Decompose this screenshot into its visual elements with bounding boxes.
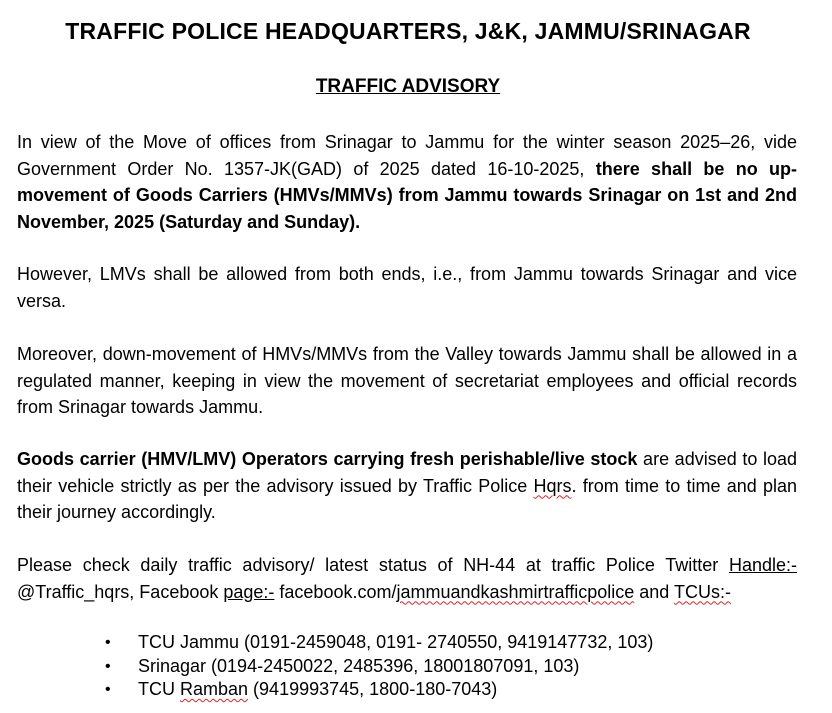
- list-item-text: [138, 678, 497, 702]
- list-item: [105, 631, 653, 655]
- paragraph-text: Please check daily traffic advisory/ latest status of NH-44 at traffic Police Twitter: [17, 555, 729, 575]
- paragraph-text: and: [634, 581, 674, 602]
- twitter-handle-label: Handle:-: [728, 555, 797, 575]
- tcu-contact-list: [105, 631, 653, 702]
- paragraph-text: facebook.com/: [274, 581, 397, 602]
- paragraph-text: @Traffic_hqrs, Facebook: [17, 581, 224, 602]
- paragraph-goods-carrier: [17, 446, 797, 526]
- paragraph-lmv-allowed: However, LMVs shall be allowed from both ends, i.e., from Jammu towards Srinagar and vice versa.: [17, 264, 797, 311]
- hqrs-word: Hqrs: [533, 475, 572, 496]
- ramban-word: Ramban: [180, 679, 249, 699]
- paragraph-move-of-offices: [17, 129, 797, 235]
- list-item-text: Srinagar (0194-2450022, 2485396, 18001807091, 103): [138, 655, 580, 676]
- bullet-icon: •: [105, 634, 111, 651]
- document-heading: TRAFFIC POLICE HEADQUARTERS, J&K, JAMMU/SRINAGAR: [65, 18, 751, 44]
- tcus-label: TCUs:-: [673, 581, 731, 602]
- paragraph-text: In view of the Move of offices from Srinagar to Jammu for the winter season 2025–26, vide Government Order No. 1357-JK(GAD) of 2025 dated 16-10-2025,: [17, 132, 797, 179]
- list-item: [105, 678, 653, 702]
- bullet-icon: •: [105, 681, 111, 698]
- facebook-handle: jammuandkashmirtrafficpolice: [396, 581, 635, 602]
- paragraph-bold-text: Goods carrier (HMV/LMV) Operators carrying fresh perishable/live stock: [17, 449, 638, 469]
- paragraph-bold-text: there shall be no up-movement of Goods Carriers (HMVs/MMVs) from Jammu towards Srinagar on 1st and 2nd November, 2025 (Saturday and Sunday).: [17, 158, 797, 232]
- list-item-text: TCU Jammu (0191-2459048, 0191- 2740550, 9419147732, 103): [138, 632, 654, 652]
- list-item: [105, 655, 653, 679]
- document-subheading: TRAFFIC ADVISORY: [315, 76, 501, 97]
- paragraph-down-movement: Moreover, down-movement of HMVs/MMVs from the Valley towards Jammu shall be allowed in a regulated manner, keeping in view the movement of secretariat employees and official records from Srinagar towards Jammu.: [17, 344, 797, 417]
- paragraph-text: are advised to load their vehicle strictly as per the advisory issued by Traffic Police: [17, 449, 797, 496]
- bullet-icon: •: [105, 657, 111, 675]
- list-item-rest: (9419993745, 1800-180-7043): [248, 679, 498, 699]
- paragraph-text: . from time to time and plan their journey accordingly.: [17, 475, 798, 522]
- facebook-page-label: page:-: [223, 581, 275, 602]
- paragraph-contact-info: [17, 552, 797, 605]
- list-item-prefix: TCU: [138, 679, 180, 699]
